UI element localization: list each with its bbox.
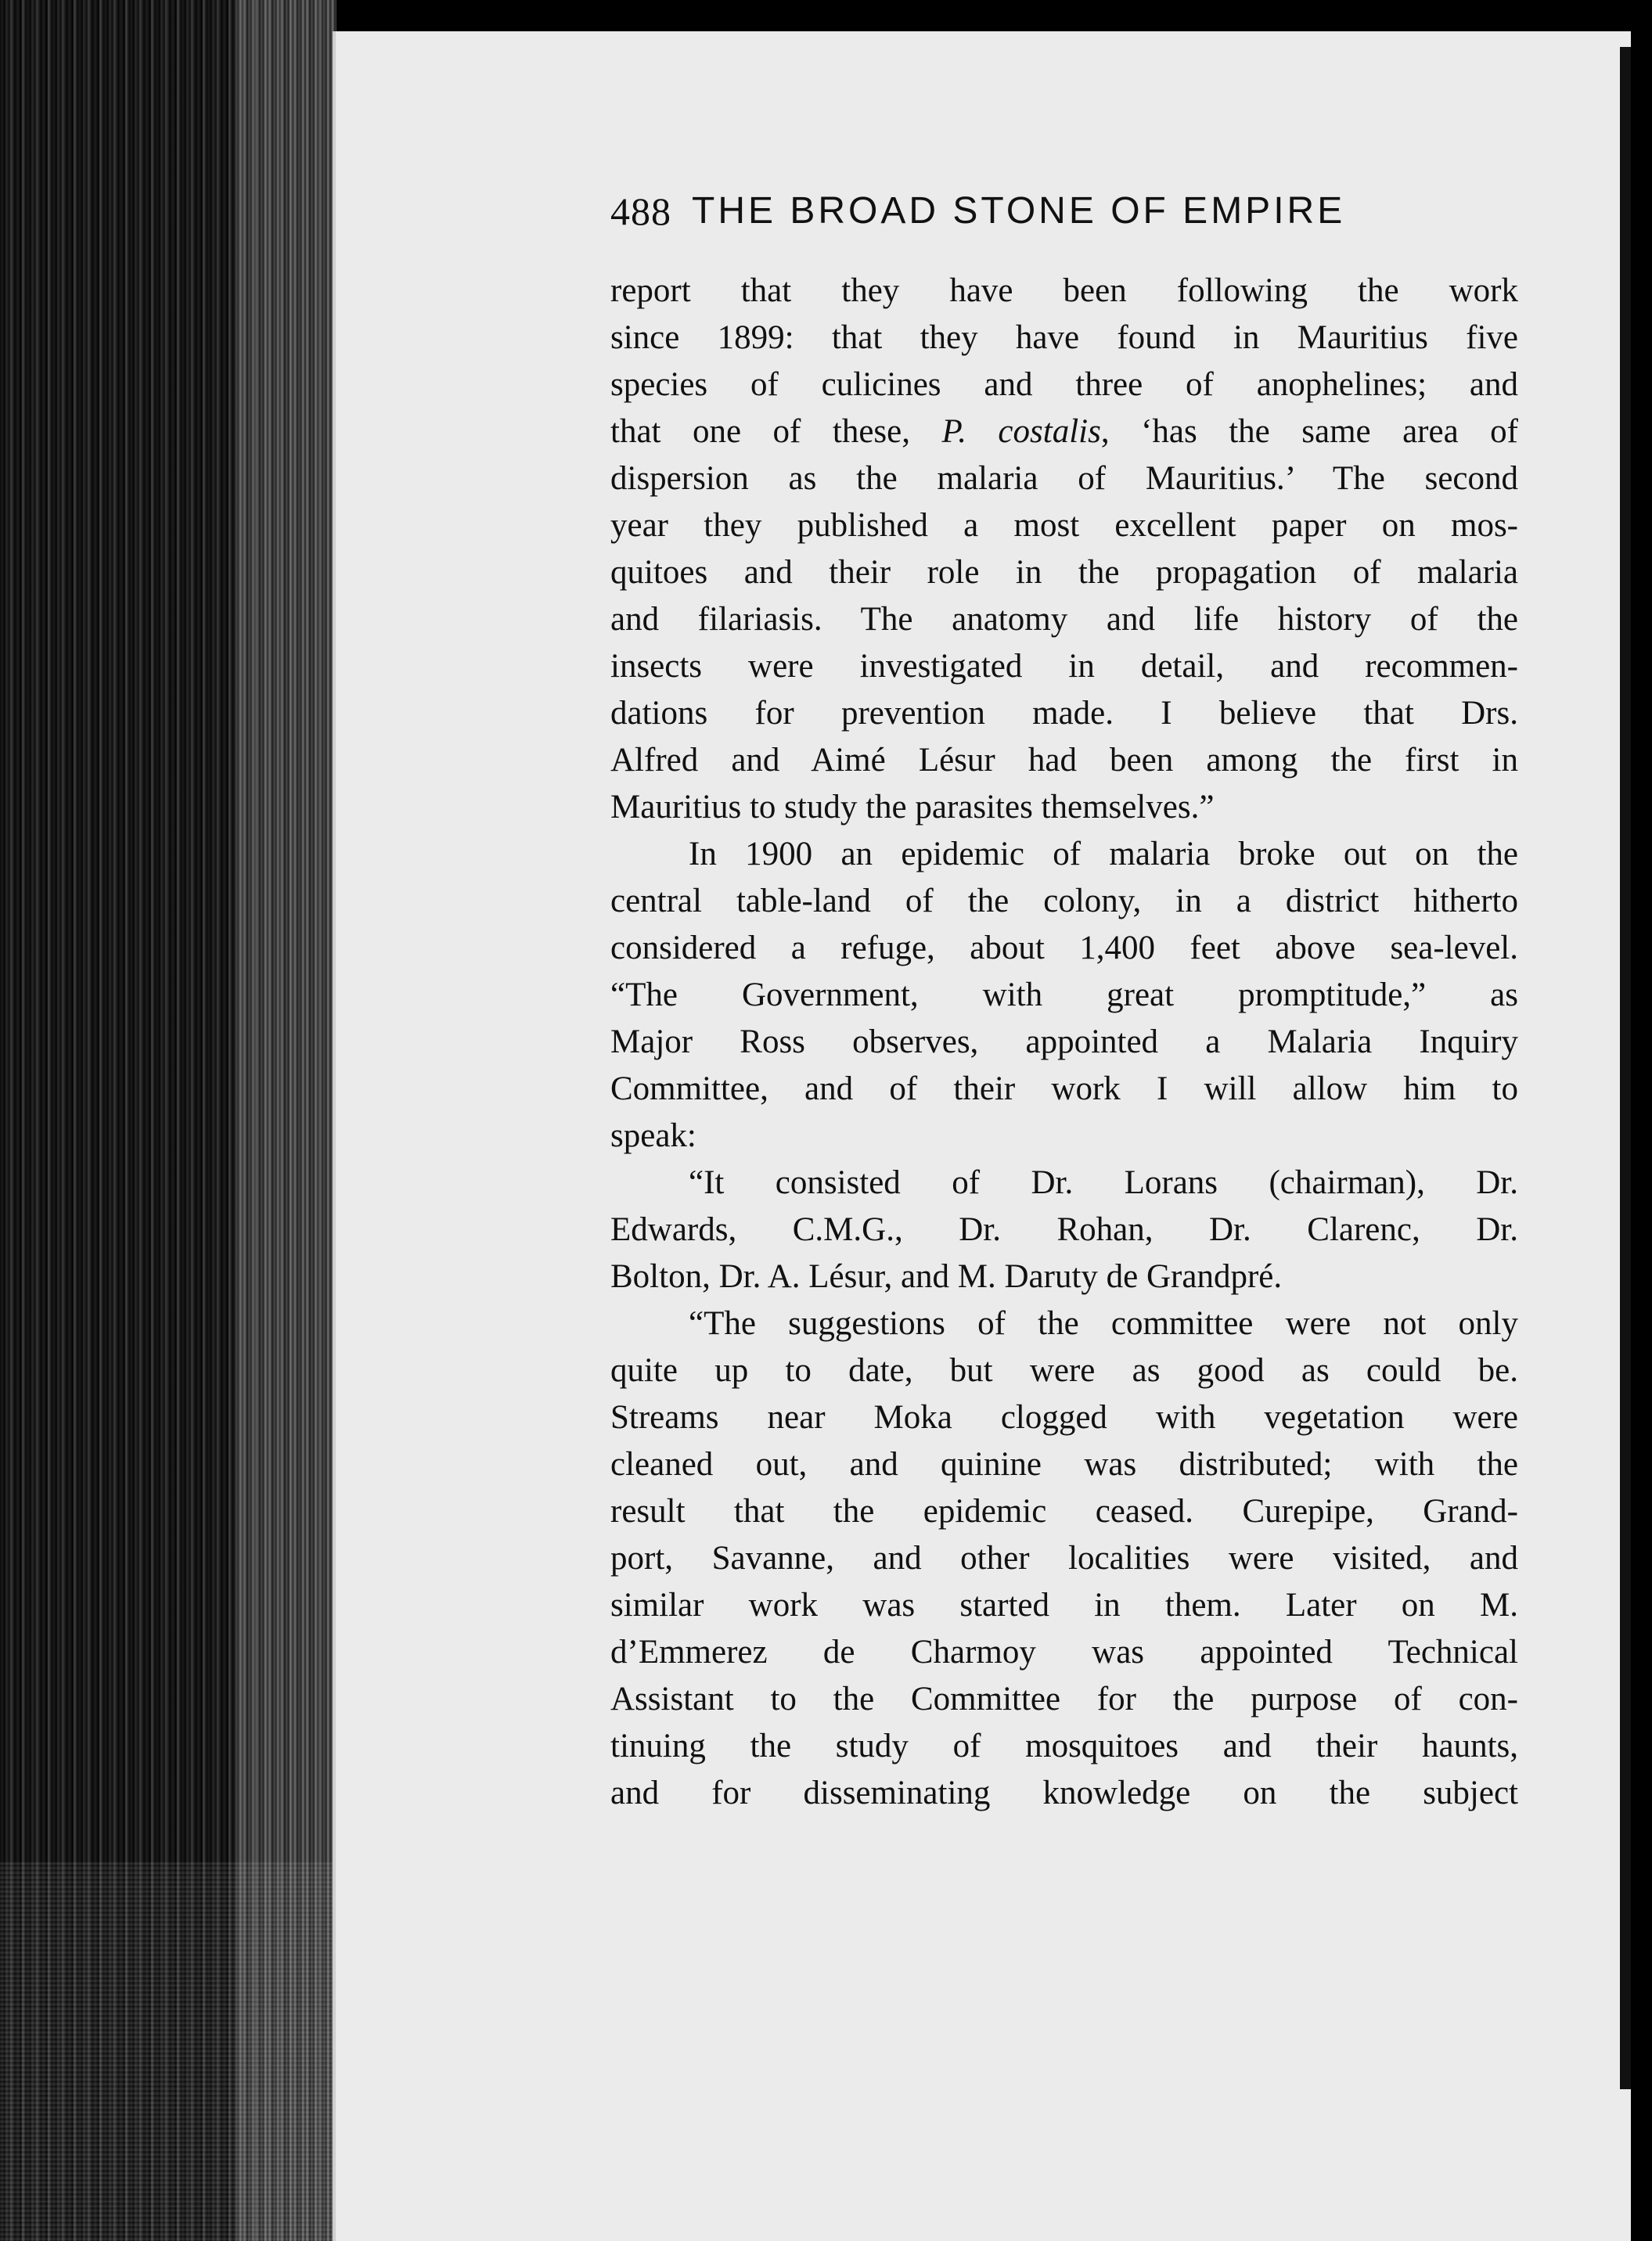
text-line: tinuing the study of mosquitoes and their haunts, (610, 1728, 1518, 1764)
text-line: Edwards, C.M.G., Dr. Rohan, Dr. Clarenc, Dr. (610, 1211, 1518, 1248)
running-title: THE BROAD STONE OF EMPIRE (692, 190, 1346, 232)
text-segment: , ‘has the same area of (1100, 413, 1518, 450)
text-line: Streams near Moka clogged with vegetation were (610, 1399, 1518, 1436)
paragraph-1 (610, 268, 1518, 831)
text-line: dispersion as the malaria of Mauritius.’ The second (610, 460, 1518, 497)
running-head (610, 188, 1518, 236)
text-line: “The suggestions of the committee were not only (689, 1305, 1518, 1342)
text-line: species of culicines and three of anophelines; and (610, 366, 1518, 403)
text-line: since 1899: that they have found in Mauritius five (610, 319, 1518, 356)
page-right-border (1620, 47, 1631, 2089)
text-line: Mauritius to study the parasites themselves.” (610, 789, 1215, 826)
text-line: and for disseminating knowledge on the subject (610, 1775, 1518, 1811)
text-line: cleaned out, and quinine was distributed; with the (610, 1446, 1518, 1483)
text-line: similar work was started in them. Later on M. (610, 1587, 1518, 1624)
text-line: dations for prevention made. I believe that Drs. (610, 695, 1518, 732)
text-line: year they published a most excellent paper on mos- (610, 507, 1518, 544)
text-segment: that one of these, (610, 413, 942, 450)
text-line: Assistant to the Committee for the purpose of con- (610, 1681, 1518, 1718)
paragraph-2 (610, 831, 1518, 1160)
text-line: Alfred and Aimé Lésur had been among the first in (610, 742, 1518, 779)
page-number: 488 (610, 189, 671, 233)
text-line: d’Emmerez de Charmoy was appointed Technical (610, 1634, 1518, 1671)
text-line: considered a refuge, about 1,400 feet above sea-level. (610, 930, 1518, 966)
text-line: In 1900 an epidemic of malaria broke out on the (689, 836, 1518, 872)
text-line: “The Government, with great promptitude,” as (610, 977, 1518, 1013)
text-line: insects were investigated in detail, and recommen- (610, 648, 1518, 685)
paragraph-3 (610, 1160, 1518, 1300)
text-line: Major Ross observes, appointed a Malaria Inquiry (610, 1023, 1518, 1060)
text-line: “It consisted of Dr. Lorans (chairman), Dr. (689, 1164, 1518, 1201)
text-line: Bolton, Dr. A. Lésur, and M. Daruty de Grandpré. (610, 1258, 1283, 1295)
book-page-edge-lines (0, 1862, 337, 2241)
text-line: speak: (610, 1117, 696, 1154)
text-line: and filariasis. The anatomy and life history of the (610, 601, 1518, 638)
text-line: central table-land of the colony, in a district hitherto (610, 883, 1518, 919)
text-line: quitoes and their role in the propagation of malaria (610, 554, 1518, 591)
page-text-block (610, 188, 1518, 1817)
paragraph-4 (610, 1300, 1518, 1817)
scan-corner-shadow (1510, 0, 1652, 27)
text-line: Committee, and of their work I will allow him to (610, 1070, 1518, 1107)
species-name-italic: P. costalis (941, 413, 1101, 450)
text-line: port, Savanne, and other localities were visited, and (610, 1540, 1518, 1577)
text-line: report that they have been following the work (610, 272, 1518, 309)
text-line-with-italic (610, 408, 1518, 455)
text-line: result that the epidemic ceased. Curepipe, Grand- (610, 1493, 1518, 1530)
text-line: quite up to date, but were as good as could be. (610, 1352, 1518, 1389)
